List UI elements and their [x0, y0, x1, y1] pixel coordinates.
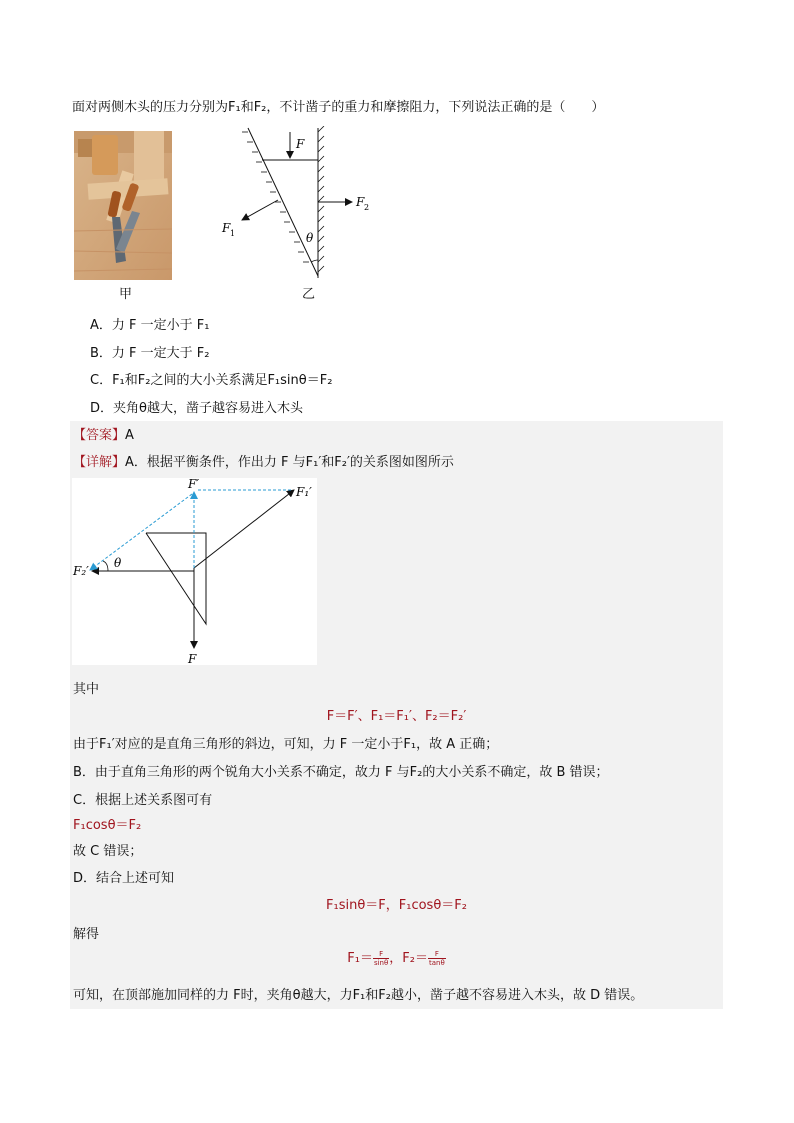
- chisel-photo-illustration: [74, 131, 172, 280]
- force-F1prime-arrow: [194, 490, 294, 568]
- F-label-2: F: [188, 652, 197, 665]
- option-b-letter: B．: [90, 346, 112, 361]
- option-a: [90, 314, 209, 333]
- eq-solve-F2-lhs: F₂＝: [402, 951, 428, 966]
- eq-solve-F1-lhs: F₁＝: [347, 951, 373, 966]
- answer-tag: 【答案】: [73, 428, 126, 443]
- frac1-denominator: sinθ: [373, 959, 389, 967]
- force-F1-subscript: 1: [230, 229, 236, 238]
- option-c: [90, 369, 332, 388]
- left-slanted-wall: [242, 128, 318, 276]
- reason-a-line: 由于F₁′对应的是直角三角形的斜边，可知，力 F 一定小于F₁，故 A 正确；: [73, 737, 499, 752]
- reason-b-line: B．由于直角三角形的两个锐角大小关系不确定，故力 F 与F₂的大小关系不确定，故 B 错误；: [73, 765, 609, 780]
- chisel-force-diagram: [218, 126, 378, 286]
- fraction-F-over-sin: [373, 950, 389, 967]
- force-relation-svg: [72, 478, 317, 665]
- F2prime-label: F₂′: [73, 564, 89, 578]
- fraction-F-over-tan: [428, 950, 446, 967]
- theta-arc-2: [103, 561, 108, 571]
- solve-line: 解得: [73, 927, 100, 942]
- force-F2-label: F: [356, 195, 365, 209]
- chisel-triangle: [146, 533, 206, 624]
- conclusion-line: 可知，在顶部施加同样的力 F时，夹角θ越大，力F₁和F₂越小，凿子越不容易进入木头，故 D 错误。: [73, 988, 644, 1003]
- theta-label-2: θ: [114, 556, 122, 570]
- where-line: 其中: [73, 682, 100, 697]
- option-b-text: 力 F 一定大于 F₂: [111, 346, 210, 361]
- equation-1: F＝F′、F₁＝F₁′、F₂＝F₂′: [326, 709, 467, 724]
- chisel-photo: [74, 131, 172, 280]
- force-F-label: F: [296, 137, 305, 151]
- equation-c: F₁cosθ＝F₂: [73, 818, 142, 833]
- option-c-letter: C．: [90, 373, 113, 388]
- answer-value: A: [125, 428, 134, 443]
- detail-tag: 【详解】: [73, 455, 126, 470]
- dashed-diagonal-line: [90, 494, 192, 570]
- eq-solve-sep: ，: [389, 951, 403, 966]
- F1prime-label: F₁′: [296, 485, 312, 499]
- reason-d-line: D．结合上述可知: [73, 871, 175, 886]
- question-stem: 面对两侧木头的压力分别为F₁和F₂，不计凿子的重力和摩擦阻力，下列说法正确的是（ ）: [72, 100, 605, 115]
- answer-line: [73, 424, 134, 443]
- force-F1-arrow: [242, 200, 278, 220]
- frac2-denominator: tanθ: [428, 959, 445, 967]
- figure-jia-caption: 甲: [119, 287, 133, 302]
- option-d: [90, 397, 303, 416]
- reason-c-line: C．根据上述关系图可有: [73, 793, 213, 808]
- frac1-numerator: F: [373, 950, 389, 959]
- Fprime-label: F′: [188, 478, 200, 491]
- force-F2-subscript: 2: [364, 203, 370, 212]
- option-a-text: 力 F 一定小于 F₁: [111, 318, 210, 333]
- detail-intro-line: [73, 451, 454, 470]
- option-d-text: 夹角θ越大，凿子越容易进入木头: [113, 401, 303, 416]
- equation-d: F₁sinθ＝F，F₁cosθ＝F₂: [326, 898, 467, 913]
- theta-arc: [311, 260, 318, 262]
- option-d-letter: D．: [90, 401, 114, 416]
- frac2-numerator: F: [428, 950, 446, 959]
- figure-yi-caption: 乙: [302, 287, 316, 302]
- detail-intro: A．根据平衡条件，作出力 F 与F₁′和F₂′的关系图如图所示: [125, 455, 454, 470]
- equation-solve: [70, 947, 723, 967]
- force-F1-label: F: [222, 221, 231, 235]
- force-relation-diagram: [72, 478, 317, 665]
- option-b: [90, 342, 210, 361]
- theta-label: θ: [306, 231, 314, 245]
- reason-c-end-line: 故 C 错误；: [73, 844, 143, 859]
- option-c-text: F₁和F₂之间的大小关系满足F₁sinθ＝F₂: [112, 373, 333, 388]
- option-a-letter: A．: [90, 318, 112, 333]
